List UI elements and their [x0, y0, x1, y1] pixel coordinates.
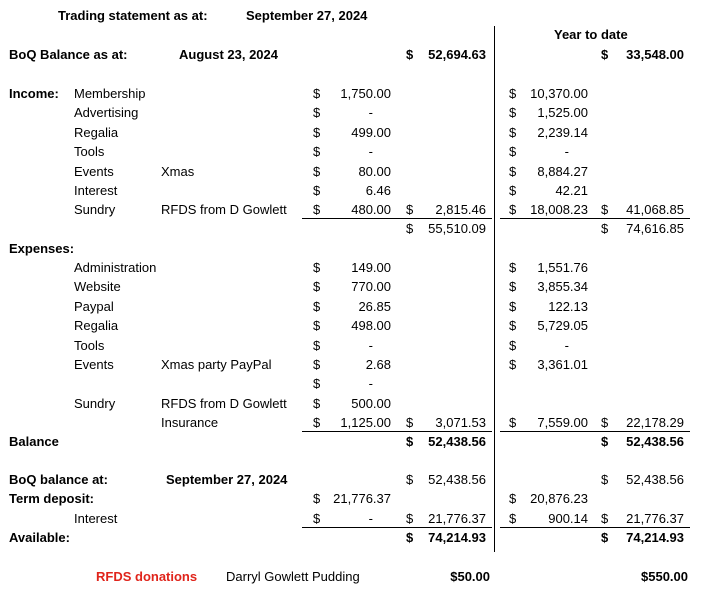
- closing-date: September 27, 2024: [166, 472, 288, 487]
- currency-symbol: $: [313, 260, 321, 275]
- currency-symbol: $: [313, 86, 321, 101]
- income-row-current: -: [368, 144, 373, 160]
- income-row-label: Membership: [74, 86, 146, 101]
- currency-symbol: $: [313, 318, 321, 334]
- income-underline-ytd: [500, 218, 690, 219]
- currency-symbol: $: [406, 415, 414, 430]
- currency-symbol: $: [509, 183, 517, 198]
- currency-symbol: $: [601, 530, 609, 545]
- available-current: 74,214.93: [428, 530, 486, 545]
- donation-current: $50.00: [450, 569, 490, 584]
- ytd-divider: [494, 26, 495, 552]
- currency-symbol: $: [313, 395, 321, 411]
- currency-symbol: $: [509, 202, 517, 218]
- income-underline: [302, 218, 492, 219]
- income-row-note: RFDS from D Gowlett: [161, 202, 287, 218]
- expenses-row-current: -: [368, 337, 373, 353]
- expenses-row-current: 500.00: [351, 395, 391, 411]
- balance-ytd: 52,438.56: [626, 434, 684, 449]
- income-row-ytd: 18,008.23: [530, 202, 588, 218]
- currency-symbol: $: [509, 260, 517, 275]
- currency-symbol: $: [313, 124, 321, 140]
- income-row-label: Regalia: [74, 124, 119, 140]
- currency-symbol: $: [509, 124, 517, 140]
- expenses-row-label: Administration: [74, 260, 157, 275]
- currency-symbol: $: [509, 279, 517, 295]
- expenses-row-ytd: 3,361.01: [537, 357, 588, 372]
- income-label: Income:: [9, 86, 59, 101]
- balance-current: 52,438.56: [428, 434, 486, 449]
- term-total-current: 21,776.37: [428, 511, 486, 526]
- expenses-total-current: 3,071.53: [435, 415, 486, 430]
- currency-symbol: $: [406, 47, 414, 62]
- currency-symbol: $: [313, 376, 321, 392]
- available-label: Available:: [9, 530, 70, 545]
- expenses-row-current: -: [368, 376, 373, 392]
- currency-symbol: $: [313, 298, 321, 314]
- expenses-row-note: Xmas party PayPal: [161, 357, 272, 372]
- expenses-row-ytd: 7,559.00: [537, 415, 588, 431]
- income-row-ytd: 2,239.14: [537, 124, 588, 140]
- currency-symbol: $: [406, 472, 414, 487]
- currency-symbol: $: [406, 530, 414, 545]
- income-row-label: Sundry: [74, 202, 116, 218]
- currency-symbol: $: [509, 163, 517, 179]
- term-interest-ytd: 900.14: [548, 511, 588, 526]
- balance-label: Balance: [9, 434, 59, 449]
- expenses-row-current: 770.00: [351, 279, 391, 295]
- income-row-current: -: [368, 105, 373, 121]
- term-underline-ytd: [500, 527, 690, 528]
- expenses-row-current: 498.00: [351, 318, 391, 334]
- currency-symbol: $: [406, 221, 414, 236]
- expenses-label: Expenses:: [9, 241, 75, 256]
- ytd-heading: Year to date: [554, 27, 628, 42]
- donation-ytd: $550.00: [641, 569, 688, 584]
- term-underline: [302, 527, 492, 528]
- currency-symbol: $: [509, 357, 517, 372]
- available-ytd: 74,214.93: [626, 530, 684, 545]
- currency-symbol: $: [313, 279, 321, 295]
- donor-name: Darryl Gowlett Pudding: [226, 569, 360, 584]
- expenses-row-current: 2.68: [365, 357, 391, 372]
- income-subtotal-ytd: 74,616.85: [626, 221, 684, 236]
- currency-symbol: $: [313, 491, 321, 506]
- expenses-row-ytd: 1,551.76: [537, 260, 588, 275]
- currency-symbol: $: [509, 511, 517, 526]
- expenses-row-ytd: 5,729.05: [537, 318, 588, 334]
- opening-current: 52,694.63: [428, 47, 486, 62]
- closing-current: 52,438.56: [428, 472, 486, 487]
- statement-date: September 27, 2024: [246, 8, 368, 23]
- currency-symbol: $: [313, 183, 321, 198]
- currency-symbol: $: [509, 86, 517, 101]
- currency-symbol: $: [313, 202, 321, 218]
- statement-title: Trading statement as at:: [58, 8, 208, 23]
- expenses-row-ytd: 3,855.34: [537, 279, 588, 295]
- income-total-current: 2,815.46: [435, 202, 486, 217]
- currency-symbol: $: [406, 434, 414, 449]
- expenses-row-note: Insurance: [161, 415, 219, 431]
- income-row-ytd: -: [564, 144, 569, 160]
- expenses-row-label: Tools: [74, 337, 105, 353]
- term-deposit-label: Term deposit:: [9, 491, 94, 506]
- income-row-current: 499.00: [351, 124, 391, 140]
- currency-symbol: $: [601, 415, 609, 430]
- income-total-ytd: 41,068.85: [626, 202, 684, 217]
- opening-date: August 23, 2024: [179, 47, 278, 62]
- expenses-row-current: 1,125.00: [340, 415, 391, 431]
- expenses-underline: [302, 431, 492, 432]
- term-deposit-current: 21,776.37: [333, 491, 391, 506]
- income-row-label: Events: [74, 163, 114, 179]
- income-row-current: 1,750.00: [340, 86, 391, 101]
- term-deposit-ytd: 20,876.23: [530, 491, 588, 506]
- currency-symbol: $: [313, 144, 321, 160]
- currency-symbol: $: [406, 202, 414, 217]
- currency-symbol: $: [313, 105, 321, 121]
- expenses-underline-ytd: [500, 431, 690, 432]
- term-total-ytd: 21,776.37: [626, 511, 684, 526]
- currency-symbol: $: [406, 511, 414, 526]
- expenses-row-label: Regalia: [74, 318, 119, 334]
- expenses-total-ytd: 22,178.29: [626, 415, 684, 430]
- currency-symbol: $: [601, 434, 609, 449]
- expenses-row-label: Sundry: [74, 395, 116, 411]
- currency-symbol: $: [509, 337, 517, 353]
- expenses-row-label: Paypal: [74, 298, 114, 314]
- currency-symbol: $: [509, 298, 517, 314]
- expenses-row-ytd: 122.13: [548, 298, 588, 314]
- currency-symbol: $: [509, 415, 517, 431]
- opening-ytd: 33,548.00: [626, 47, 684, 62]
- closing-ytd: 52,438.56: [626, 472, 684, 487]
- expenses-row-label: Events: [74, 357, 114, 372]
- closing-label: BoQ balance at:: [9, 472, 108, 487]
- income-row-ytd: 42.21: [555, 183, 588, 198]
- expenses-row-ytd: -: [564, 337, 569, 353]
- income-row-ytd: 8,884.27: [537, 163, 588, 179]
- income-row-current: 6.46: [365, 183, 391, 198]
- income-row-label: Interest: [74, 183, 118, 198]
- currency-symbol: $: [509, 105, 517, 121]
- income-row-ytd: 10,370.00: [530, 86, 588, 101]
- expenses-row-current: 26.85: [358, 298, 391, 314]
- income-row-current: 480.00: [351, 202, 391, 218]
- currency-symbol: $: [601, 202, 609, 217]
- currency-symbol: $: [313, 357, 321, 372]
- currency-symbol: $: [601, 221, 609, 236]
- opening-label: BoQ Balance as at:: [9, 47, 128, 62]
- expenses-row-note: RFDS from D Gowlett: [161, 395, 287, 411]
- currency-symbol: $: [601, 47, 609, 62]
- currency-symbol: $: [509, 318, 517, 334]
- income-row-label: Advertising: [74, 105, 139, 121]
- income-subtotal-current: 55,510.09: [428, 221, 486, 236]
- income-row-current: 80.00: [358, 163, 391, 179]
- income-row-label: Tools: [74, 144, 105, 160]
- currency-symbol: $: [509, 144, 517, 160]
- currency-symbol: $: [313, 337, 321, 353]
- currency-symbol: $: [313, 163, 321, 179]
- income-row-note: Xmas: [161, 163, 195, 179]
- currency-symbol: $: [509, 491, 517, 506]
- term-interest-current: -: [368, 511, 373, 526]
- term-interest-label: Interest: [74, 511, 118, 526]
- currency-symbol: $: [601, 511, 609, 526]
- currency-symbol: $: [313, 415, 321, 431]
- currency-symbol: $: [313, 511, 321, 526]
- income-row-ytd: 1,525.00: [537, 105, 588, 121]
- expenses-row-label: Website: [74, 279, 121, 295]
- currency-symbol: $: [601, 472, 609, 487]
- expenses-row-current: 149.00: [351, 260, 391, 275]
- donations-label: RFDS donations: [96, 569, 198, 584]
